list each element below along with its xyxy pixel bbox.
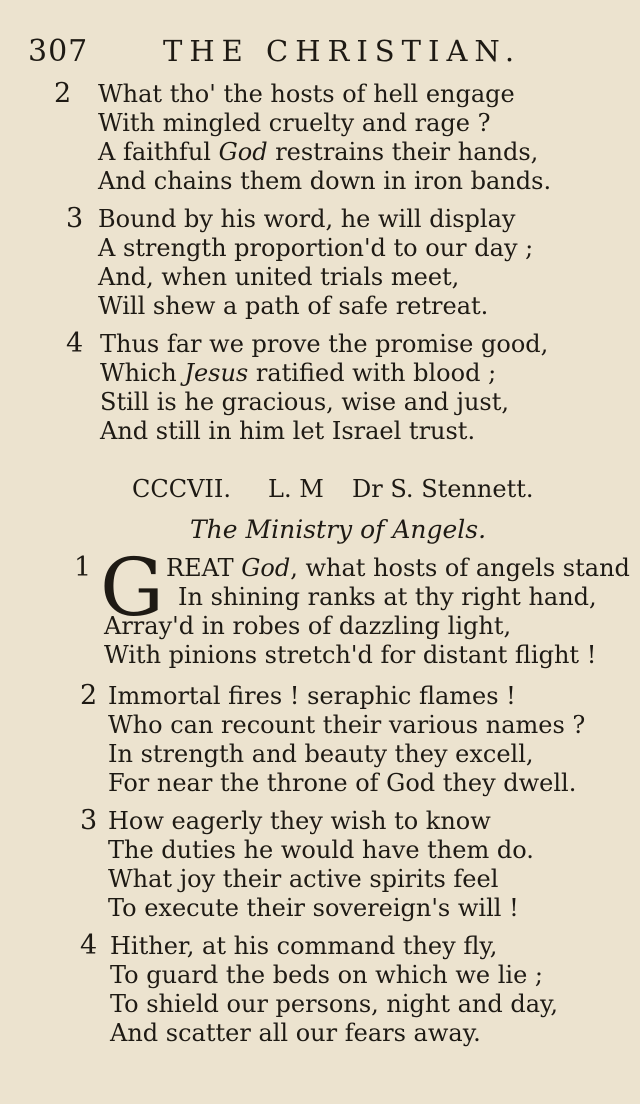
- italic-word: God: [241, 554, 291, 582]
- hymn-number: CCCVII.: [132, 475, 232, 503]
- verse-text: With pinions stretch'd for distant flight !: [104, 641, 597, 669]
- verse-text: And still in him let Israel trust.: [100, 417, 476, 445]
- verse-line: [108, 865, 498, 893]
- verse-text: To execute their sovereign's will !: [108, 894, 519, 922]
- verse-line: [108, 836, 534, 864]
- verse-line: [166, 554, 630, 582]
- verse-text: , what hosts of angels stand: [290, 554, 630, 582]
- verse-text: Array'd in robes of dazzling light,: [104, 612, 512, 640]
- verse-line: [98, 167, 551, 195]
- italic-word: Jesus: [184, 359, 249, 387]
- verse-line: [100, 359, 496, 387]
- verse-text: Hither, at his command they fly,: [110, 932, 498, 960]
- verse-text: Who can recount their various names ?: [108, 711, 586, 739]
- page-number: 307: [28, 34, 89, 69]
- verse-text: What joy their active spirits feel: [108, 865, 499, 893]
- stanza-number: 3: [80, 805, 98, 836]
- stanza-number: 2: [80, 680, 98, 711]
- verse-line: [178, 583, 597, 611]
- verse-text: With mingled cruelty and rage ?: [98, 109, 491, 137]
- verse-line: [100, 388, 509, 416]
- stanza-number: 4: [66, 328, 84, 359]
- verse-text: Thus far we prove the promise good,: [100, 330, 549, 358]
- verse-line: [110, 961, 543, 989]
- verse-line: [100, 417, 475, 445]
- verse-line: [108, 740, 534, 768]
- verse-text: restrains their hands,: [267, 138, 539, 166]
- verse-line: [108, 682, 516, 710]
- verse-line: [104, 612, 511, 640]
- page-header: [28, 34, 628, 74]
- verse-text: How eagerly they wish to know: [108, 807, 491, 835]
- verse-text: Immortal fires ! seraphic flames !: [108, 682, 516, 710]
- verse-line: [98, 109, 490, 137]
- stanza-number: 4: [80, 930, 98, 961]
- drop-cap: G: [100, 541, 164, 634]
- verse-text: A strength proportion'd to our day ;: [98, 234, 534, 262]
- verse-line: [108, 807, 491, 835]
- verse-line: [98, 205, 515, 233]
- verse-text: And, when united trials meet,: [98, 263, 460, 291]
- verse-text: Still is he gracious, wise and just,: [100, 388, 510, 416]
- verse-text: To shield our persons, night and day,: [110, 990, 559, 1018]
- verse-text: For near the throne of God they dwell.: [108, 769, 577, 797]
- verse-line: [104, 641, 596, 669]
- verse-text: In strength and beauty they excell,: [108, 740, 534, 768]
- verse-text: Bound by his word, he will display: [98, 205, 516, 233]
- verse-line: [110, 932, 497, 960]
- verse-line: [108, 769, 576, 797]
- stanza-number: 3: [66, 203, 84, 234]
- stanza-number: 1: [74, 552, 92, 583]
- verse-line: [98, 292, 488, 320]
- verse-line: [98, 138, 538, 166]
- verse-text: A faithful: [98, 138, 219, 166]
- italic-word: God: [218, 138, 268, 166]
- hymn-meter: L. M: [268, 475, 324, 503]
- verse-line: [98, 263, 459, 291]
- verse-line: [98, 234, 533, 262]
- verse-text: REAT: [166, 554, 242, 582]
- verse-line: [100, 330, 548, 358]
- verse-line: [108, 894, 519, 922]
- verse-text: Will shew a path of safe retreat.: [98, 292, 489, 320]
- verse-text: And chains them down in iron bands.: [98, 167, 552, 195]
- verse-text: In shining ranks at thy right hand,: [178, 583, 597, 611]
- verse-line: [110, 1019, 481, 1047]
- verse-line: [98, 80, 515, 108]
- verse-line: [110, 990, 558, 1018]
- hymn-author: Dr S. Stennett.: [352, 475, 534, 503]
- verse-text: The duties he would have them do.: [108, 836, 534, 864]
- verse-text: Which: [100, 359, 185, 387]
- verse-text: What tho' the hosts of hell engage: [98, 80, 515, 108]
- verse-text: ratified with blood ;: [248, 359, 497, 387]
- verse-line: [108, 711, 585, 739]
- verse-text: To guard the beds on which we lie ;: [110, 961, 544, 989]
- hymn-subtitle: The Ministry of Angels.: [190, 515, 487, 544]
- stanza-number: 2: [54, 78, 72, 109]
- verse-text: And scatter all our fears away.: [110, 1019, 481, 1047]
- running-title: THE CHRISTIAN.: [163, 34, 522, 68]
